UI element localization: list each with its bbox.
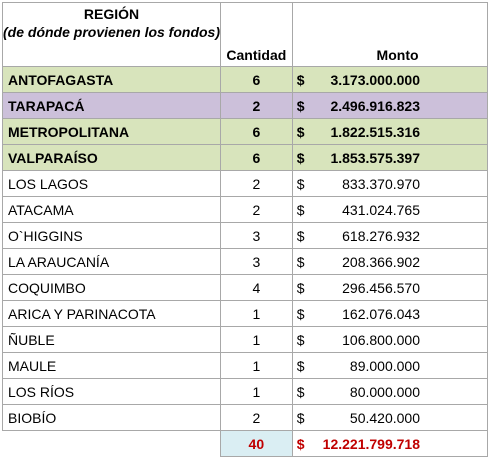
- currency-cell[interactable]: $: [292, 353, 308, 379]
- table-row: [3, 301, 488, 327]
- amount-cell[interactable]: 3.173.000.000: [308, 67, 487, 93]
- amount-cell[interactable]: 296.456.570: [308, 275, 487, 301]
- table-row: [3, 249, 488, 275]
- currency-cell[interactable]: $: [292, 197, 308, 223]
- amount-cell[interactable]: 89.000.000: [308, 353, 487, 379]
- currency-cell[interactable]: $: [292, 119, 308, 145]
- currency-column-header[interactable]: [292, 3, 308, 67]
- quantity-cell[interactable]: 6: [221, 119, 293, 145]
- region-cell[interactable]: BIOBÍO: [3, 405, 221, 431]
- quantity-column-header[interactable]: Cantidad: [221, 3, 293, 67]
- currency-cell[interactable]: $: [292, 93, 308, 119]
- amount-cell[interactable]: 80.000.000: [308, 379, 487, 405]
- amount-cell[interactable]: 208.366.902: [308, 249, 487, 275]
- currency-cell[interactable]: $: [292, 275, 308, 301]
- quantity-cell[interactable]: 3: [221, 249, 293, 275]
- region-cell[interactable]: METROPOLITANA: [3, 119, 221, 145]
- table-row: [3, 275, 488, 301]
- region-cell[interactable]: O`HIGGINS: [3, 223, 221, 249]
- total-quantity-cell[interactable]: 40: [221, 431, 293, 457]
- region-cell[interactable]: ATACAMA: [3, 197, 221, 223]
- quantity-cell[interactable]: 1: [221, 353, 293, 379]
- quantity-cell[interactable]: 2: [221, 405, 293, 431]
- amount-column-header[interactable]: Monto: [308, 3, 487, 67]
- currency-cell[interactable]: $: [292, 171, 308, 197]
- table-row: [3, 353, 488, 379]
- region-cell[interactable]: LA ARAUCANÍA: [3, 249, 221, 275]
- quantity-cell[interactable]: 1: [221, 379, 293, 405]
- currency-cell[interactable]: $: [292, 405, 308, 431]
- amount-cell[interactable]: 162.076.043: [308, 301, 487, 327]
- region-cell[interactable]: ÑUBLE: [3, 327, 221, 353]
- amount-cell[interactable]: 431.024.765: [308, 197, 487, 223]
- region-cell[interactable]: COQUIMBO: [3, 275, 221, 301]
- region-header-title: REGIÓN: [83, 6, 140, 22]
- table-row: [3, 405, 488, 431]
- total-amount-cell[interactable]: 12.221.799.718: [308, 431, 487, 457]
- currency-cell[interactable]: $: [292, 223, 308, 249]
- region-header-subtitle: (de dónde provienen los fondos): [3, 24, 220, 40]
- amount-cell[interactable]: 1.853.575.397: [308, 145, 487, 171]
- region-cell[interactable]: LOS LAGOS: [3, 171, 221, 197]
- currency-cell[interactable]: $: [292, 301, 308, 327]
- currency-cell[interactable]: $: [292, 249, 308, 275]
- quantity-cell[interactable]: 6: [221, 145, 293, 171]
- currency-cell[interactable]: $: [292, 379, 308, 405]
- amount-cell[interactable]: 1.822.515.316: [308, 119, 487, 145]
- currency-cell[interactable]: $: [292, 327, 308, 353]
- table-body: [3, 67, 488, 431]
- amount-cell[interactable]: 2.496.916.823: [308, 93, 487, 119]
- region-cell[interactable]: ARICA Y PARINACOTA: [3, 301, 221, 327]
- funds-by-region-table: [2, 2, 488, 457]
- quantity-cell[interactable]: 2: [221, 171, 293, 197]
- region-cell[interactable]: ANTOFAGASTA: [3, 67, 221, 93]
- currency-cell[interactable]: $: [292, 67, 308, 93]
- amount-cell[interactable]: 106.800.000: [308, 327, 487, 353]
- region-cell[interactable]: TARAPACÁ: [3, 93, 221, 119]
- quantity-cell[interactable]: 6: [221, 67, 293, 93]
- region-cell[interactable]: LOS RÍOS: [3, 379, 221, 405]
- quantity-cell[interactable]: 2: [221, 93, 293, 119]
- amount-cell[interactable]: 50.420.000: [308, 405, 487, 431]
- quantity-cell[interactable]: 4: [221, 275, 293, 301]
- table-row: [3, 145, 488, 171]
- total-currency-cell[interactable]: $: [292, 431, 308, 457]
- table-row: [3, 379, 488, 405]
- total-empty-cell[interactable]: [3, 431, 221, 457]
- header-row: [3, 3, 488, 67]
- table-row: [3, 119, 488, 145]
- region-cell[interactable]: VALPARAÍSO: [3, 145, 221, 171]
- quantity-cell[interactable]: 2: [221, 197, 293, 223]
- table-row: [3, 171, 488, 197]
- region-column-header[interactable]: [3, 3, 221, 67]
- quantity-cell[interactable]: 1: [221, 327, 293, 353]
- amount-cell[interactable]: 833.370.970: [308, 171, 487, 197]
- table-row: [3, 93, 488, 119]
- quantity-cell[interactable]: 1: [221, 301, 293, 327]
- table-row: [3, 197, 488, 223]
- amount-cell[interactable]: 618.276.932: [308, 223, 487, 249]
- currency-cell[interactable]: $: [292, 145, 308, 171]
- table-row: [3, 327, 488, 353]
- table-row: [3, 223, 488, 249]
- region-cell[interactable]: MAULE: [3, 353, 221, 379]
- table-row: [3, 67, 488, 93]
- total-row: [3, 431, 488, 457]
- quantity-cell[interactable]: 3: [221, 223, 293, 249]
